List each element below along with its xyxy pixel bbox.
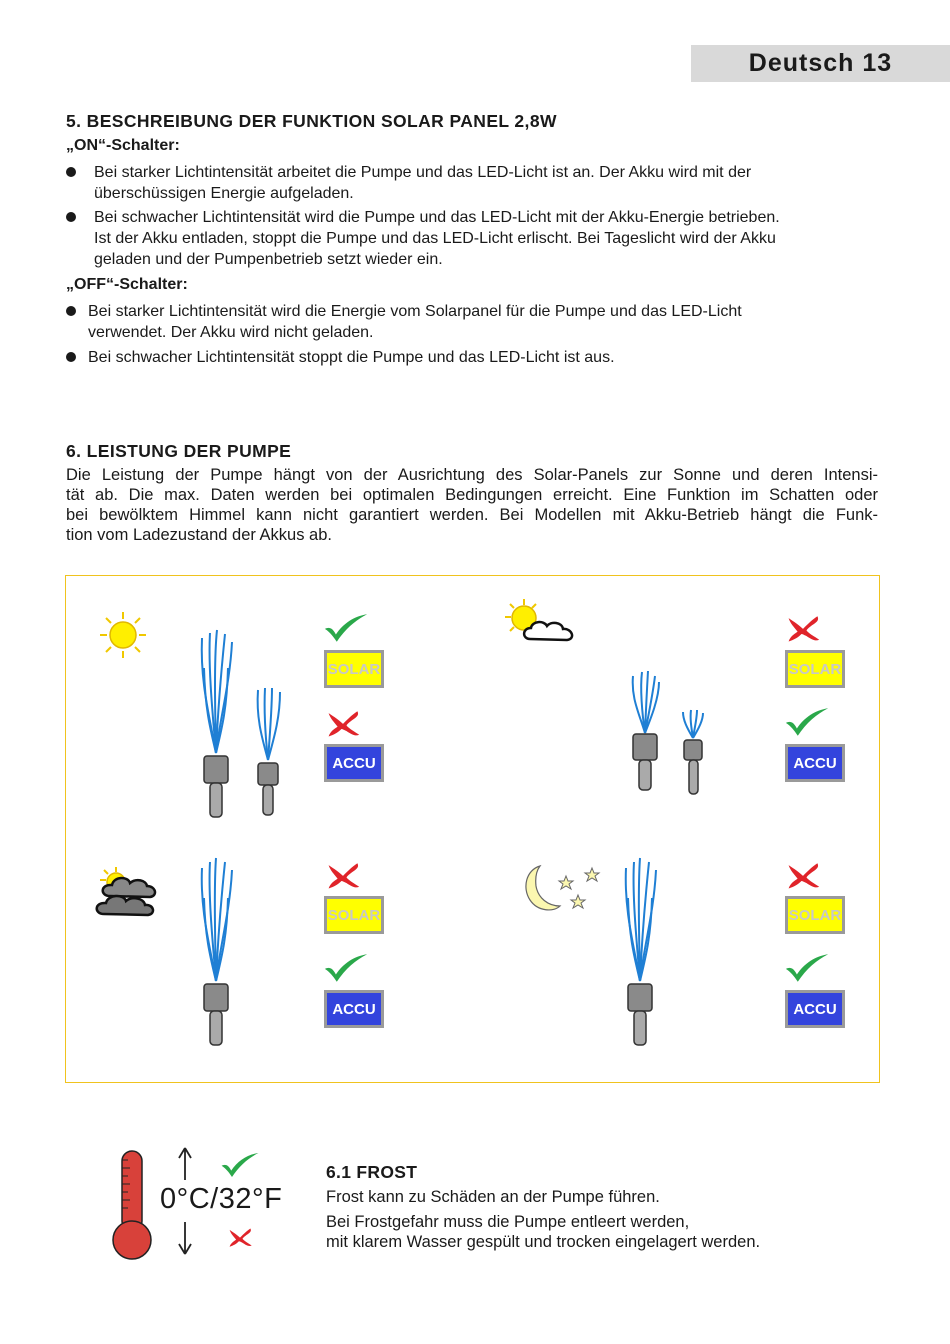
on-bullet-2-line-1: Bei schwacher Lichtintensität wird die Pumpe und das LED-Licht mit der Akku-Energie betrieben. [94, 209, 780, 226]
frost-line-3: mit klarem Wasser gespült und trocken eingelagert werden. [326, 1233, 761, 1251]
frost-line-2: Bei Frostgefahr muss die Pumpe entleert werden, [326, 1213, 690, 1231]
frost-line-1: Frost kann zu Schäden an der Pumpe führen. [326, 1188, 660, 1206]
check-icon [784, 706, 830, 738]
on-bullet-2-line-3: geladen und der Pumpenbetrieb setzt wieder ein. [94, 251, 443, 268]
check-icon [323, 612, 369, 644]
on-bullet-1-line-1: Bei starker Lichtintensität arbeitet die Pumpe und das LED-Licht ist an. Der Akku wird mit der [94, 164, 752, 181]
fountain-pump-icon [190, 856, 250, 1048]
page-header-tab: Deutsch 13 [691, 45, 950, 82]
frost-title: 6.1 FROST [326, 1162, 418, 1182]
fountain-pump-icon [614, 856, 674, 1048]
check-icon [323, 952, 369, 984]
solar-label: SOLAR [785, 650, 845, 688]
cross-icon [325, 861, 361, 889]
cross-icon [325, 709, 361, 737]
solar-label: SOLAR [324, 650, 384, 688]
cross-icon [227, 1227, 253, 1247]
solar-label: SOLAR [785, 896, 845, 934]
on-bullet-1-line-2: überschüssigen Energie aufgeladen. [94, 185, 354, 202]
cross-icon [785, 861, 821, 889]
paragraph-line-1: Die Leistung der Pumpe hängt von der Ausrichtung des Solar-Panels zur Sonne und deren Intensi- [66, 466, 878, 484]
off-bullet-2 [66, 347, 866, 368]
check-icon [220, 1150, 260, 1180]
accu-label: ACCU [324, 990, 384, 1028]
on-bullet-2-line-2: Ist der Akku entladen, stoppt die Pumpe und das LED-Licht erlischt. Bei Tageslicht wird der Akku [94, 230, 776, 247]
on-bullet-2 [66, 207, 866, 270]
moon-stars-icon [520, 862, 604, 916]
accu-label: ACCU [785, 744, 845, 782]
bullet-dot-icon [66, 212, 76, 222]
check-icon [784, 952, 830, 984]
off-bullet-1 [66, 301, 866, 343]
bullet-dot-icon [66, 306, 76, 316]
on-bullet-1 [66, 162, 866, 204]
bullet-dot-icon [66, 352, 76, 362]
off-bullet-2-line-1: Bei schwacher Lichtintensität stoppt die Pumpe und das LED-Licht ist aus. [88, 349, 615, 366]
section-5-title: 5. BESCHREIBUNG DER FUNKTION SOLAR PANEL 2,8W [66, 111, 557, 131]
fountain-pumps-icon [180, 628, 290, 820]
bullet-dot-icon [66, 167, 76, 177]
accu-label: ACCU [785, 990, 845, 1028]
on-switch-heading: „ON“-Schalter: [66, 137, 180, 154]
fountain-pumps-icon [615, 668, 715, 798]
paragraph-line-3: bei bewölktem Himmel kann nicht garantiert werden. Bei Modellen mit Akku-Betrieb hängt die Funk- [66, 506, 878, 524]
partly-cloudy-icon [500, 597, 582, 649]
overcast-icon [92, 866, 168, 918]
cross-icon [785, 614, 821, 642]
paragraph-line-2: tät ab. Die max. Daten werden bei optimalen Bedingungen erreicht. Eine Funktion im Schatten oder [66, 486, 878, 504]
off-bullet-1-line-2: verwendet. Der Akku wird nicht geladen. [88, 324, 374, 341]
accu-label: ACCU [324, 744, 384, 782]
paragraph-line-4: tion vom Ladezustand der Akkus ab. [66, 526, 332, 544]
solar-label: SOLAR [324, 896, 384, 934]
sun-icon [98, 610, 148, 660]
temperature-label: 0°C/32°F [160, 1183, 283, 1215]
off-bullet-1-line-1: Bei starker Lichtintensität wird die Energie vom Solarpanel für die Pumpe und das LED-Licht [88, 303, 742, 320]
off-switch-heading: „OFF“-Schalter: [66, 276, 188, 293]
section-6-paragraph [66, 465, 878, 545]
section-6-title: 6. LEISTUNG DER PUMPE [66, 441, 292, 461]
thermometer-icon [104, 1148, 160, 1262]
